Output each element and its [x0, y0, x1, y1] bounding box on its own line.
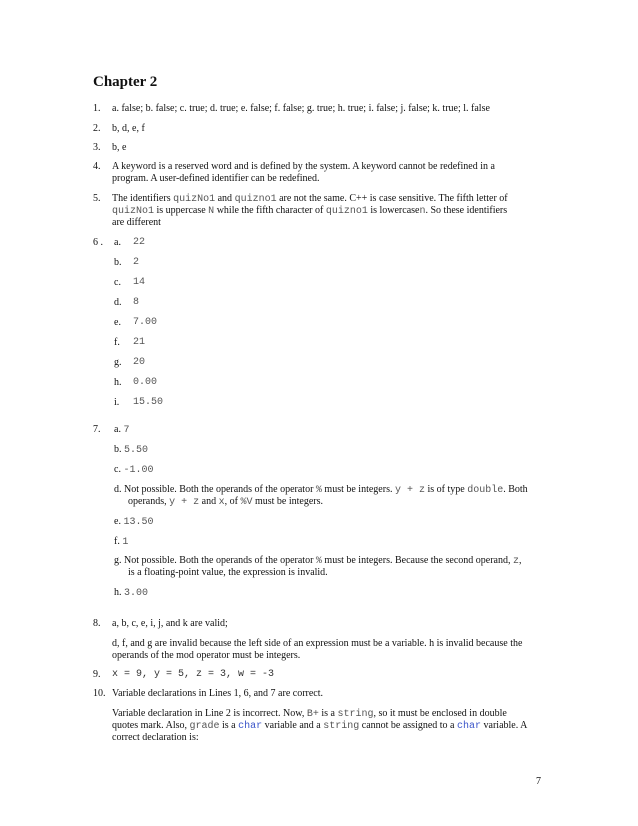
q7-number: 7. [93, 424, 101, 435]
q4-answer-line1: A keyword is a reserved word and is defined by the system. A keyword cannot be redefined in a [112, 161, 495, 172]
q3-answer: b, e [112, 142, 127, 153]
q6-item-value: 14 [133, 277, 146, 288]
q6-item-label: c. [114, 277, 121, 288]
q3-number: 3. [93, 142, 101, 153]
q6-item-label: f. [114, 337, 120, 348]
q7-part-d-line1: d. Not possible. Both the operands of the operator % must be integers. y + z is of type double. Both [114, 484, 528, 496]
q10-answer-line1: Variable declarations in Lines 1, 6, and 7 are correct. [112, 688, 324, 699]
q7-part-b: b. 5.50 [114, 444, 149, 456]
q6-item-value: 8 [133, 297, 140, 308]
q10-answer-line2: Variable declaration in Line 2 is incorrect. Now, B+ is a string, so it must be enclosed in double [112, 708, 507, 720]
q6-item-label: i. [114, 397, 120, 408]
q9-answer: x = 9, y = 5, z = 3, w = -3 [112, 669, 275, 680]
q6-item-label: h. [114, 377, 122, 388]
q6-item-value: 0.00 [133, 377, 158, 388]
q7-part-g-line2: is a floating-point value, the expression is invalid. [128, 567, 328, 578]
q6-item-value: 20 [133, 357, 146, 368]
q6-number: 6 . [93, 237, 103, 248]
q5-answer-line2: quizNo1 is uppercase N while the fifth character of quizno1 is lowercasen. So these identifiers [112, 205, 508, 217]
q7-part-d-line2: operands, y + z and x, of %V must be integers. [128, 496, 323, 508]
q8-answer-line2: d, f, and g are invalid because the left side of an expression must be a variable. h is invalid because the [112, 638, 523, 649]
q7-part-g-line1: g. Not possible. Both the operands of the operator % must be integers. Because the second operand, z, [114, 555, 522, 567]
q5-answer-line3: are different [112, 217, 161, 228]
q2-answer: b, d, e, f [112, 123, 145, 134]
q7-part-c: c. -1.00 [114, 464, 154, 476]
q6-item-label: d. [114, 297, 122, 308]
q7-part-h: h. 3.00 [114, 587, 149, 599]
q6-item-value: 22 [133, 237, 146, 248]
q5-answer-line1: The identifiers quizNo1 and quizno1 are not the same. C++ is case sensitive. The fifth letter of [112, 193, 508, 205]
q10-number: 10. [93, 688, 106, 699]
q6-item-label: e. [114, 317, 121, 328]
chapter-title: Chapter 2 [93, 74, 158, 90]
q9-number: 9. [93, 669, 101, 680]
q1-number: 1. [93, 103, 101, 114]
q6-item-value: 7.00 [133, 317, 158, 328]
q6-item-value: 15.50 [133, 397, 164, 408]
q7-part-a: a. 7 [114, 424, 130, 436]
q8-answer-line3: operands of the mod operator must be integers. [112, 650, 301, 661]
q2-number: 2. [93, 123, 101, 134]
q1-answer: a. false; b. false; c. true; d. true; e. false; f. false; g. true; h. true; i. false; j. false; k. true; l. false [112, 103, 490, 114]
q6-item-value: 21 [133, 337, 146, 348]
q4-number: 4. [93, 161, 101, 172]
page-number: 7 [536, 776, 541, 787]
q7-part-f: f. 1 [114, 536, 129, 548]
q6-item-label: b. [114, 257, 122, 268]
q10-answer-line3: quotes mark. Also, grade is a char variable and a string cannot be assigned to a char variable. A [112, 720, 528, 732]
q6-item-value: 2 [133, 257, 140, 268]
q7-part-e: e. 13.50 [114, 516, 154, 528]
q8-answer-line1: a, b, c, e, i, j, and k are valid; [112, 618, 228, 629]
q6-item-label: a. [114, 237, 121, 248]
q5-number: 5. [93, 193, 101, 204]
q8-number: 8. [93, 618, 101, 629]
q10-answer-line4: correct declaration is: [112, 732, 199, 743]
q6-item-label: g. [114, 357, 122, 368]
q4-answer-line2: program. A user-defined identifier can be redefined. [112, 173, 320, 184]
